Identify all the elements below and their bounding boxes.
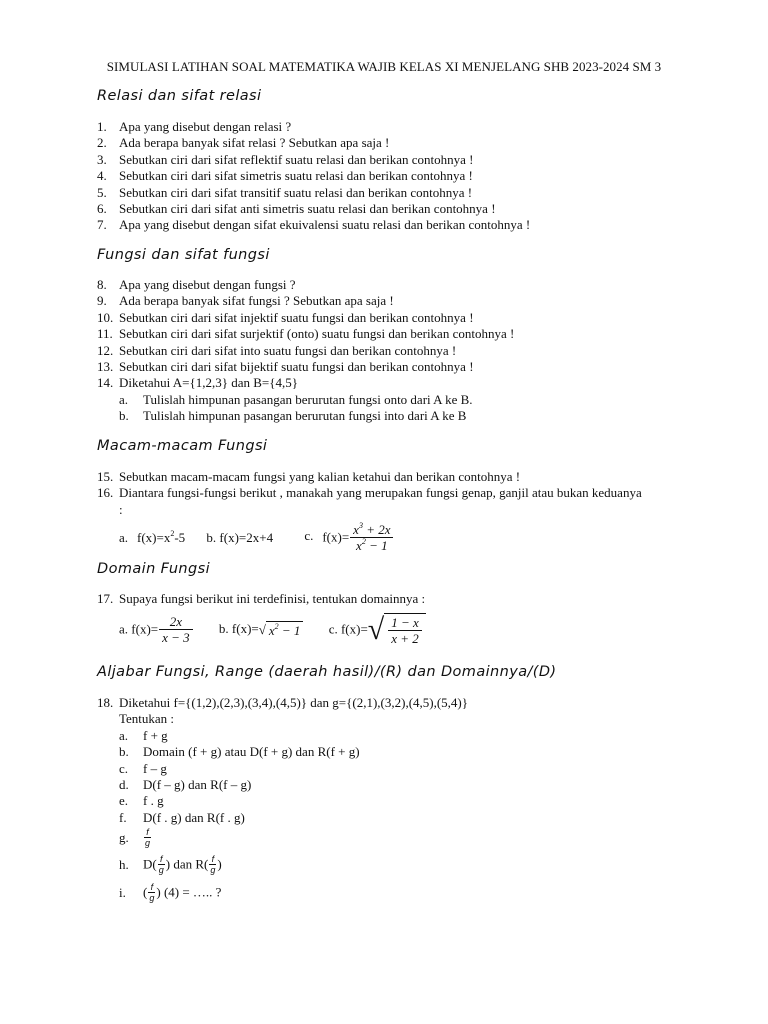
document-title: SIMULASI LATIHAN SOAL MATEMATIKA WAJIB KELAS XI MENJELANG SHB 2023-2024 SM 3 xyxy=(106,59,662,74)
sub-item-i xyxy=(119,882,221,903)
question-item xyxy=(97,695,737,711)
fraction xyxy=(159,614,193,645)
question-text: Sebutkan ciri dari sifat reflektif suatu relasi dan berikan contohnya ! xyxy=(119,151,474,167)
question-item xyxy=(97,277,737,293)
radical-sign: √ xyxy=(367,612,385,646)
option-label: c. xyxy=(304,528,314,544)
fraction-denominator xyxy=(350,537,393,553)
sub-item-text: f . g xyxy=(143,793,164,809)
option-b-text: f(x)=2x+4 xyxy=(219,529,274,545)
evaluation-text: ) (4) = ….. ? xyxy=(156,884,222,900)
option-label: c. xyxy=(328,621,338,637)
option-a-suffix: -5 xyxy=(174,529,186,545)
radicand xyxy=(266,621,304,639)
question-item xyxy=(97,326,737,342)
sub-item-label: b. xyxy=(119,744,129,760)
fraction xyxy=(350,522,393,553)
domain-open: D( xyxy=(143,856,157,872)
question-number: 4. xyxy=(97,168,107,184)
question-text: Ada berapa banyak sifat relasi ? Sebutkan apa saja ! xyxy=(119,135,390,151)
square-root xyxy=(368,613,426,646)
sub-item xyxy=(97,392,737,408)
range-close: ) xyxy=(217,856,222,872)
question-item xyxy=(97,293,737,309)
question-number: 14. xyxy=(97,375,114,391)
question-text: Sebutkan ciri dari sifat transitif suatu relasi dan berikan contohnya ! xyxy=(119,184,473,200)
question-number: 2. xyxy=(97,135,107,151)
question-list-domain xyxy=(97,591,737,607)
sub-item-label: h. xyxy=(119,856,129,872)
question-item xyxy=(97,591,737,607)
sub-item-g xyxy=(119,827,152,848)
paren-open: ( xyxy=(143,884,148,900)
sub-item xyxy=(97,777,737,793)
question-item xyxy=(97,201,737,217)
option-a xyxy=(119,614,194,645)
sub-item xyxy=(97,810,737,826)
sub-item-text: Tulislah himpunan pasangan berurutan fungsi into dari A ke B xyxy=(143,408,467,424)
sub-item-text: Domain (f + g) atau D(f + g) dan R(f + g) xyxy=(143,744,360,760)
option-prefix: f(x)= xyxy=(231,621,259,637)
option-c-prefix: f(x)= xyxy=(322,529,350,545)
sub-item-label: f. xyxy=(119,809,127,825)
exponent: 3 xyxy=(358,521,363,530)
question-text: Sebutkan ciri dari sifat bijektif suatu fungsi dan berikan contohnya ! xyxy=(119,358,474,374)
question-list-macam xyxy=(97,469,737,518)
question-text: Apa yang disebut dengan fungsi ? xyxy=(119,277,296,292)
sub-item-text: D(f – g) dan R(f – g) xyxy=(143,776,252,792)
option-label: b. xyxy=(218,621,229,637)
question-text: Diketahui f={(1,2),(2,3),(3,4),(4,5)} dan g={(2,1),(3,2),(4,5),(5,4)} xyxy=(119,695,469,710)
sub-item xyxy=(97,744,737,760)
fraction-denominator: g xyxy=(145,838,151,848)
question-number: 3. xyxy=(97,151,107,167)
question-item xyxy=(97,375,737,391)
sub-item-label: d. xyxy=(119,776,129,792)
option-a-prefix: f(x)=x xyxy=(137,529,171,545)
range-open: ) dan R( xyxy=(165,856,209,872)
question-list-relasi xyxy=(97,119,737,234)
question-item xyxy=(97,359,737,375)
fraction-numerator: f xyxy=(211,854,215,864)
question-text: Ada berapa banyak sifat fungsi ? Sebutkan apa saja ! xyxy=(119,293,394,309)
sub-item-text: f + g xyxy=(143,727,168,743)
fraction-numerator: f xyxy=(150,882,154,892)
fraction-numerator: 2x xyxy=(169,614,183,629)
fraction-numerator xyxy=(350,522,393,537)
question-number: 7. xyxy=(97,217,107,233)
term: − 1 xyxy=(278,622,301,638)
option-a xyxy=(119,530,185,546)
question-text: Diantara fungsi-fungsi berikut , manakah yang merupakan fungsi genap, ganjil atau bukan keduanya xyxy=(119,485,642,501)
section-heading-fungsi: Fungsi dan sifat fungsi xyxy=(97,247,270,263)
section-heading-relasi: Relasi dan sifat relasi xyxy=(97,88,262,104)
sub-item-label: a. xyxy=(119,727,129,743)
question-item xyxy=(97,168,737,184)
fraction-numerator: 1 − x xyxy=(391,615,419,630)
question-text: Sebutkan ciri dari sifat anti simetris suatu relasi dan berikan contohnya ! xyxy=(119,200,496,216)
question-item xyxy=(97,119,737,135)
question-item xyxy=(97,135,737,151)
sub-item xyxy=(97,761,737,777)
question-item xyxy=(97,152,737,168)
fraction-f-over-g xyxy=(158,854,165,875)
exponent: 2 xyxy=(170,528,175,538)
fraction-denominator: g xyxy=(158,865,164,875)
radicand xyxy=(384,613,426,646)
sub-item-label: i. xyxy=(119,884,126,900)
question-item xyxy=(97,217,737,233)
fraction-f-over-g xyxy=(209,854,216,875)
fraction-numerator: f xyxy=(146,827,149,837)
section-heading-macam: Macam-macam Fungsi xyxy=(97,438,268,454)
fraction-denominator: x − 3 xyxy=(159,629,193,645)
option-c xyxy=(304,522,394,553)
question-item xyxy=(97,310,737,326)
question-continuation xyxy=(97,502,737,518)
sub-item-label: b. xyxy=(119,408,129,424)
question-number: 16. xyxy=(97,485,114,501)
term: − 1 xyxy=(365,538,388,553)
question-text: Supaya fungsi berikut ini terdefinisi, tentukan domainnya : xyxy=(119,591,426,606)
option-b xyxy=(206,530,273,546)
question-list-aljabar xyxy=(97,695,737,826)
question-item xyxy=(97,485,737,501)
question-text: Sebutkan ciri dari sifat simetris suatu relasi dan berikan contohnya ! xyxy=(119,168,473,184)
option-prefix: f(x)= xyxy=(131,621,159,637)
sub-item-label: a. xyxy=(119,391,129,407)
sub-item xyxy=(97,728,737,744)
option-b xyxy=(219,620,304,638)
sub-item-text: D(f . g) dan R(f . g) xyxy=(143,809,245,825)
sub-item-label: g. xyxy=(119,829,129,845)
section-heading-domain: Domain Fungsi xyxy=(97,561,210,577)
option-prefix: f(x)= xyxy=(340,621,368,637)
question-number: 13. xyxy=(97,358,114,374)
options-row-17 xyxy=(119,613,426,646)
base: x xyxy=(356,538,362,553)
question-item xyxy=(97,469,737,485)
option-label: a. xyxy=(119,529,129,545)
question-number: 18. xyxy=(97,695,114,710)
question-number: 12. xyxy=(97,342,114,358)
square-root xyxy=(259,620,304,638)
question-text: Apa yang disebut dengan sifat ekuivalensi suatu relasi dan berikan contohnya ! xyxy=(119,217,531,233)
fraction-denominator: x + 2 xyxy=(388,630,422,646)
exponent: 2 xyxy=(274,621,279,631)
question-number: 5. xyxy=(97,184,107,200)
sub-item-label: e. xyxy=(119,793,129,809)
sub-item-text: Tulislah himpunan pasangan berurutan fungsi onto dari A ke B. xyxy=(143,391,473,407)
option-c xyxy=(329,613,426,646)
term: + 2x xyxy=(362,522,391,537)
section-heading-aljabar: Aljabar Fungsi, Range (daerah hasil)/(R) dan Domainnya/(D) xyxy=(97,664,557,680)
fraction-numerator: f xyxy=(159,854,163,864)
fraction-denominator: g xyxy=(149,893,155,903)
question-number: 10. xyxy=(97,309,114,325)
option-label: b. xyxy=(206,529,217,545)
sub-item-text: f – g xyxy=(143,760,167,776)
question-number: 1. xyxy=(97,119,107,134)
question-number: 11. xyxy=(97,326,113,342)
question-number: 15. xyxy=(97,469,114,484)
sub-item-label: c. xyxy=(119,760,129,776)
question-item xyxy=(97,185,737,201)
question-text: Sebutkan macam-macam fungsi yang kalian ketahui dan berikan contohnya ! xyxy=(119,469,521,484)
base: x xyxy=(353,522,359,537)
question-number: 9. xyxy=(97,293,107,309)
fraction-denominator: g xyxy=(210,865,216,875)
fraction xyxy=(388,615,422,646)
question-text: Sebutkan ciri dari sifat into suatu fungsi dan berikan contohnya ! xyxy=(119,342,457,358)
sub-item xyxy=(97,408,737,424)
question-text: Diketahui A={1,2,3} dan B={4,5} xyxy=(119,375,298,391)
sub-item xyxy=(97,793,737,809)
fraction-f-over-g xyxy=(148,882,155,903)
tentukan-text: Tentukan : xyxy=(119,711,175,727)
sub-item-h xyxy=(119,854,222,875)
base: x xyxy=(268,622,275,638)
option-label: a. xyxy=(119,621,129,637)
exponent: 2 xyxy=(361,537,366,546)
question-list-fungsi xyxy=(97,277,737,425)
question-text: Sebutkan ciri dari sifat injektif suatu fungsi dan berikan contohnya ! xyxy=(119,309,474,325)
question-number: 6. xyxy=(97,200,107,216)
question-number: 17. xyxy=(97,591,114,606)
tentukan-line xyxy=(97,711,737,727)
question-item xyxy=(97,343,737,359)
question-number: 8. xyxy=(97,277,107,292)
options-row-16 xyxy=(119,522,394,553)
colon-text: : xyxy=(119,501,123,517)
question-text: Sebutkan ciri dari sifat surjektif (onto) suatu fungsi dan berikan contohnya ! xyxy=(119,326,515,342)
question-text: Apa yang disebut dengan relasi ? xyxy=(119,119,292,134)
radical-sign: √ xyxy=(258,621,266,637)
fraction-f-over-g xyxy=(144,827,151,848)
